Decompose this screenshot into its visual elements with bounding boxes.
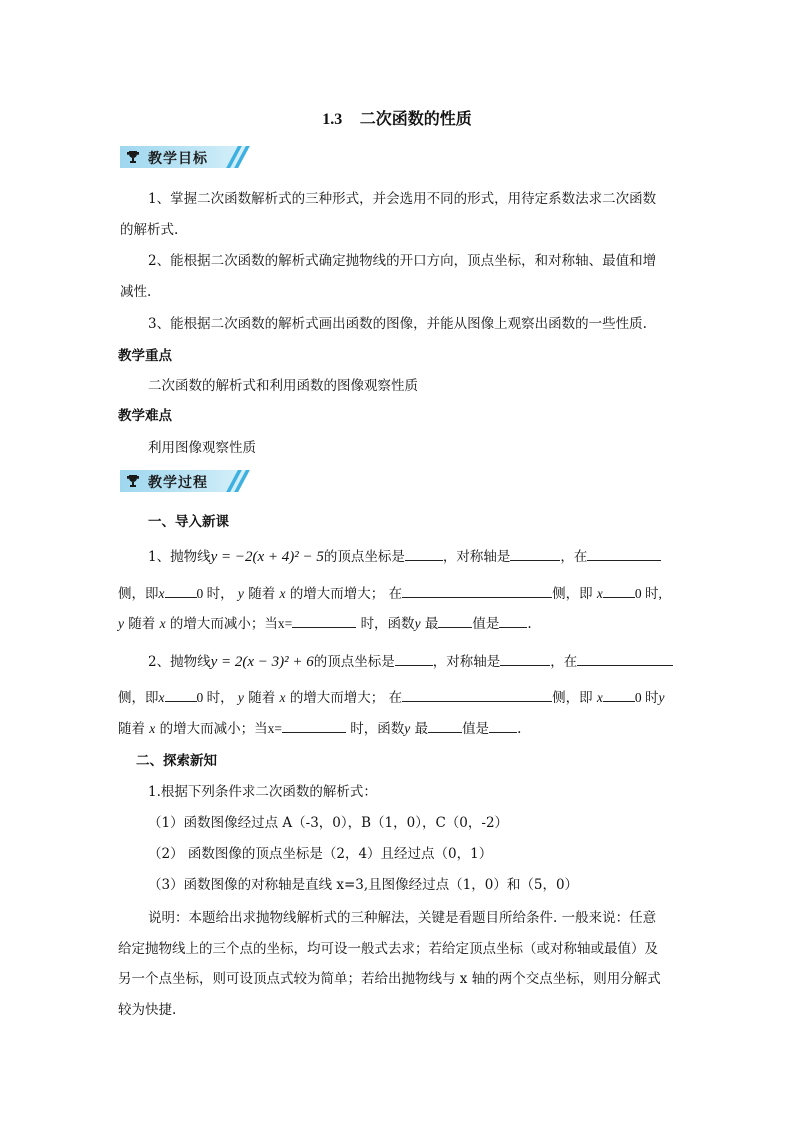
condition-3: （3）函数图像的对称轴是直线 x=3,且图像经过点（1，0）和（5，0） [148, 877, 579, 893]
section-banner-goals [120, 146, 248, 168]
blank [165, 687, 197, 702]
goal-1-line-1: 1、掌握二次函数解析式的三种形式，并会选用不同的形式，用待定系数法求二次函数 [148, 191, 657, 207]
goal-2-line-1: 2、能根据二次函数的解析式确定抛物线的开口方向，顶点坐标，和对称轴、最值和增 [148, 253, 657, 269]
blank [489, 718, 517, 733]
key-points-heading: 教学重点 [118, 348, 172, 364]
q2-line-2: 侧，即x 0 时， y 随着 x 的增大而增大； 在 侧，即 x 0 时y [118, 686, 665, 706]
problem-1-stem: 1.根据下列条件求二次函数的解析式： [148, 784, 377, 800]
blank [428, 718, 462, 733]
blank [603, 687, 635, 702]
goal-2-line-2: 减性. [120, 284, 152, 300]
q1-line-1: 1、抛物线y = −2(x + 4)² − 5的顶点坐标是 ，对称轴是 ，在 [148, 545, 661, 566]
goal-1-line-2: 的解析式. [120, 222, 179, 238]
q2-line-1: 2、抛物线y = 2(x − 3)² + 6的顶点坐标是 ，对称轴是 ，在 [148, 650, 673, 671]
q2-formula: y = 2(x − 3)² + 6 [210, 654, 314, 670]
difficulty-heading: 教学难点 [118, 408, 172, 424]
blank [395, 651, 433, 666]
blank [282, 718, 346, 733]
key-points-text: 二次函数的解析式和利用函数的图像观察性质 [148, 378, 418, 394]
note-line-4: 较为快捷. [118, 1002, 177, 1018]
blank [587, 546, 661, 561]
note-line-1: 说明：本题给出求抛物线解析式的三种解法，关键是看题目所给条件. 一般来说：任意 [148, 910, 657, 926]
blank [405, 546, 443, 561]
page-title [0, 106, 794, 129]
blank [603, 583, 635, 598]
blank [577, 651, 673, 666]
blank [402, 687, 552, 702]
trophy-icon [126, 474, 140, 488]
banner-label: 教学过程 [148, 475, 208, 491]
title-text: 二次函数的性质 [359, 109, 472, 128]
goal-3: 3、能根据二次函数的解析式画出函数的图像，并能从图像上观察出函数的一些性质. [148, 316, 647, 332]
blank [499, 613, 527, 628]
blank [292, 613, 356, 628]
blank [165, 583, 197, 598]
section-banner-process [120, 470, 248, 492]
blank [438, 613, 472, 628]
section-2-heading: 二、探索新知 [136, 753, 217, 769]
blank [500, 651, 550, 666]
trophy-icon [126, 150, 140, 164]
blank [510, 546, 560, 561]
condition-2: （2） 函数图像的顶点坐标是（2，4）且经过点（0，1） [148, 846, 493, 862]
note-line-3: 另一个点坐标，则可设顶点式较为简单；若给出抛物线与 x 轴的两个交点坐标，则用分解式 [118, 971, 661, 987]
q1-line-2: 侧，即x 0 时， y 随着 x 的增大而增大； 在 侧，即 x 0 时, [118, 582, 662, 602]
condition-1: （1）函数图像经过点 A（-3，0），B（1，0），C（0，-2） [148, 815, 509, 831]
q1-formula: y = −2(x + 4)² − 5 [210, 549, 324, 565]
q2-line-3: 随着 x 的增大而减小；当x= 时，函数y 最 值是 . [118, 717, 521, 737]
difficulty-text: 利用图像观察性质 [148, 440, 256, 456]
section-1-heading: 一、导入新课 [148, 514, 229, 530]
blank [402, 583, 552, 598]
note-line-2: 给定抛物线上的三个点的坐标，均可设一般式去求；若给定顶点坐标（或对称轴或最值）及 [118, 941, 658, 957]
q1-line-3: y 随着 x 的增大而减小；当x= 时，函数y 最 值是 . [118, 612, 532, 632]
title-number: 1.3 [322, 111, 343, 128]
banner-label: 教学目标 [148, 151, 208, 167]
